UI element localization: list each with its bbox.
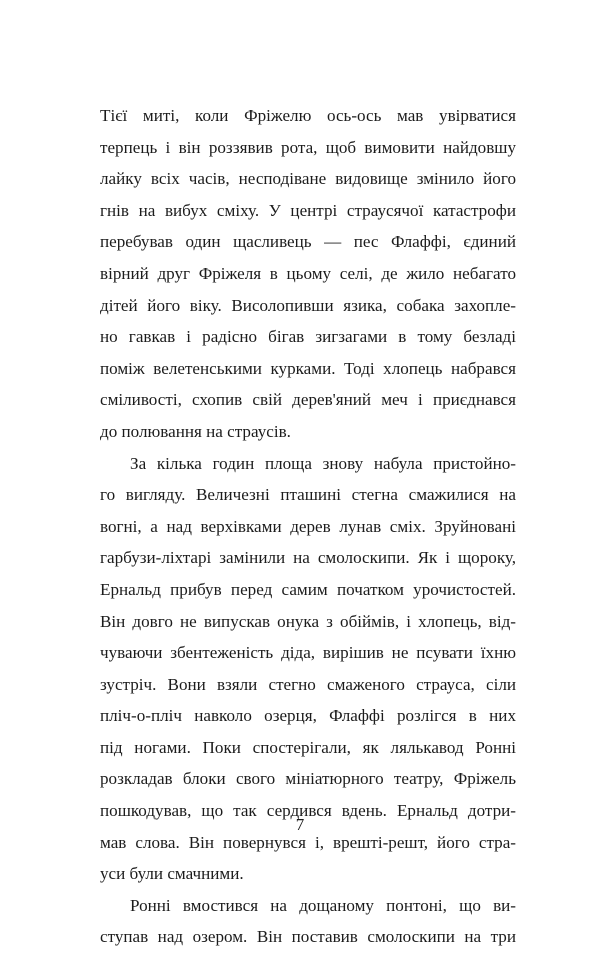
text-line: Ернальд прибув перед самим початком урочистостей.	[100, 579, 516, 599]
text-line: дітей його віку. Висолопивши язика, собака захопле-	[100, 295, 516, 315]
text-line: під ногами. Поки спостерігали, як лялькавод Ронні	[100, 737, 516, 757]
text-line: уси були смачними.	[100, 864, 244, 884]
text-line: За кілька годин площа знову набула пристойно-	[130, 453, 516, 473]
text-line: вірний друг Фріжеля в цьому селі, де жило небагато	[100, 263, 516, 283]
paragraph-1	[100, 100, 516, 448]
text-line: но гавкав і радісно бігав зигзагами в тому безладі	[100, 327, 516, 347]
text-line: розкладав блоки свого мініатюрного театру, Фріжель	[100, 769, 516, 789]
text-line: чуваючи збентеженість діда, вирішив не псувати їхню	[100, 643, 516, 663]
text-line: сміливості, схопив свій дерев'яний меч і приєднався	[100, 390, 516, 410]
page-number: 7	[295, 815, 305, 834]
text-line: терпець і він роззявив рота, щоб вимовити найдовшу	[100, 137, 516, 157]
text-line: гнів на вибух сміху. У центрі страусячої катастрофи	[100, 200, 516, 220]
text-line: вогні, а над верхівками дерев лунав сміх. Зруйновані	[100, 516, 516, 536]
text-line: го вигляду. Величезні пташині стегна смажилися на	[100, 485, 516, 505]
text-line: зустріч. Вони взяли стегно смаженого страуса, сіли	[100, 674, 516, 694]
paragraph-3	[100, 890, 516, 953]
text-line: Він довго не випускав онука з обіймів, і хлопець, від-	[100, 611, 516, 631]
text-line: пошкодував, що так сердився вдень. Ернальд дотри-	[100, 801, 516, 821]
text-line: Ронні вмостився на дощаному понтоні, що ви-	[130, 895, 516, 915]
text-line: Тієї миті, коли Фріжелю ось-ось мав увірватися	[100, 106, 516, 125]
text-line: мав слова. Він повернувся і, врешті-решт, його стра-	[100, 832, 516, 852]
text-line: гарбузи-ліхтарі замінили на смолоскипи. Як і щороку,	[100, 548, 516, 568]
text-line: поміж велетенськими курками. Тоді хлопець набрався	[100, 358, 516, 378]
text-line: до полювання на страусів.	[100, 421, 291, 441]
text-line: ступав над озером. Він поставив смолоскипи на три	[100, 927, 516, 947]
text-line: перебував один щасливець — пес Флаффі, єдиний	[100, 232, 516, 252]
text-line: пліч-о-пліч навколо озерця, Флаффі розлігся в них	[100, 706, 516, 726]
text-line: лайку всіх часів, несподіване видовище змінило його	[100, 169, 516, 189]
